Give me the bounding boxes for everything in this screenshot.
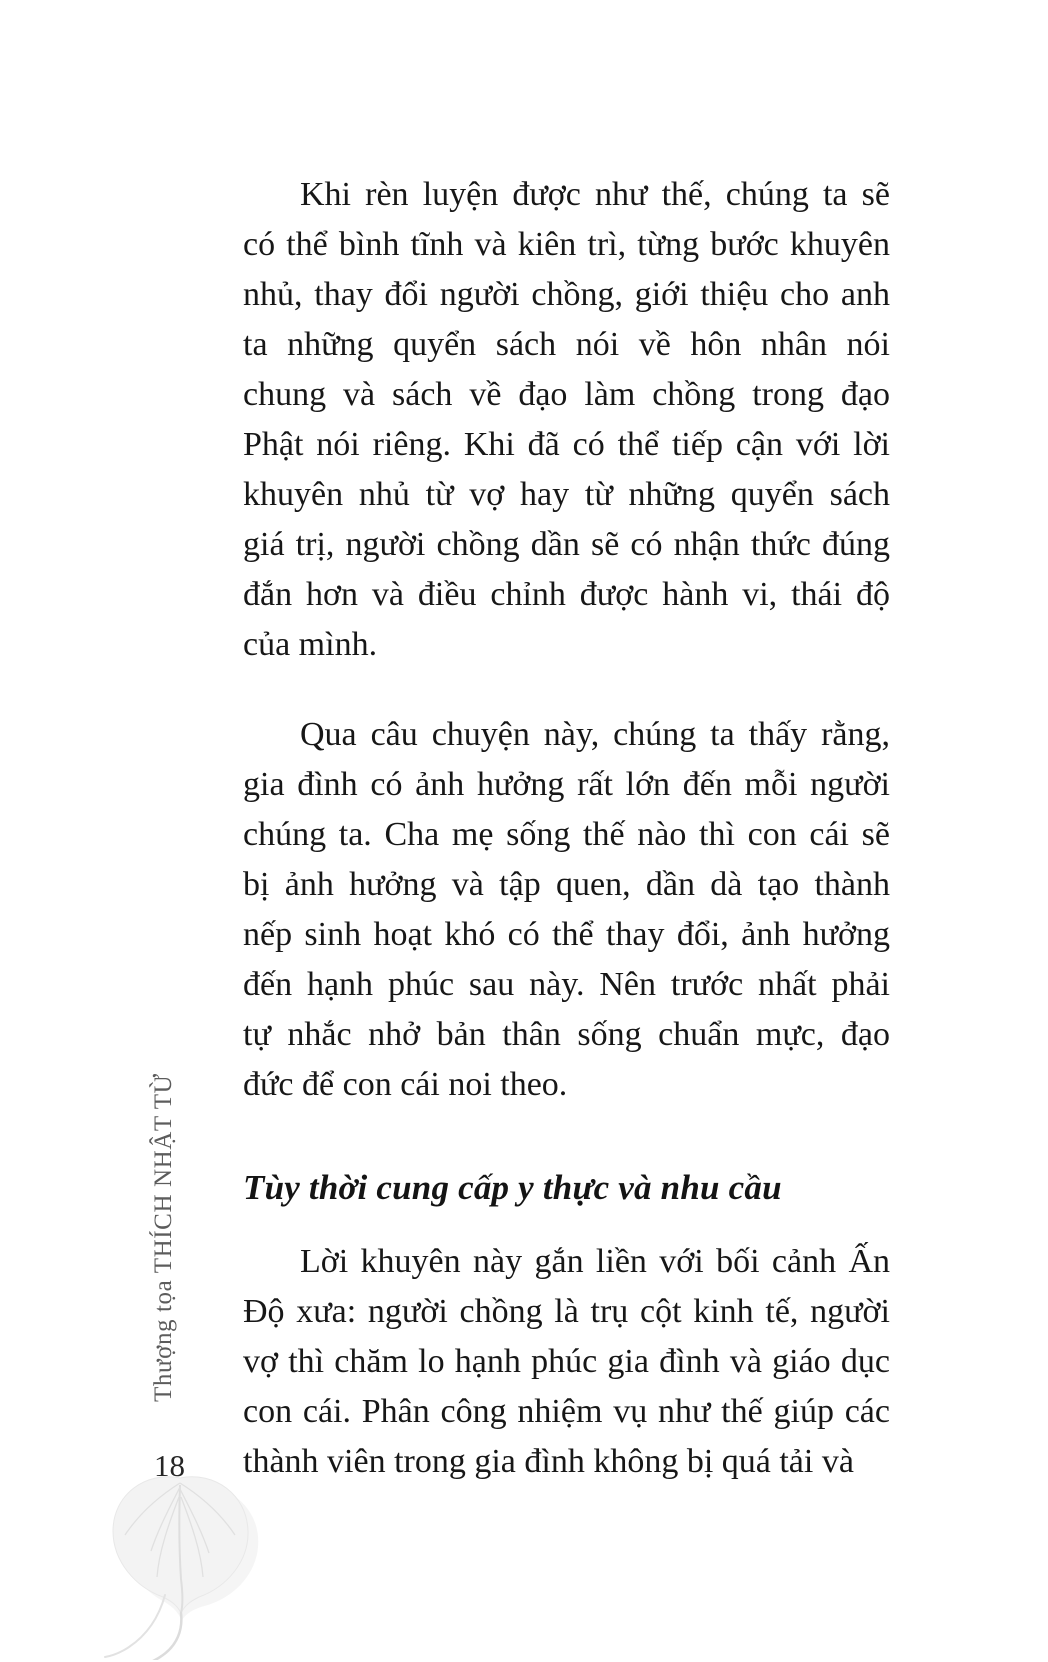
text-line: đắn hơn và điều chỉnh được hành vi, thái độ (243, 576, 890, 613)
text-line: chúng ta. Cha mẹ sống thế nào thì con cái sẽ (243, 816, 890, 853)
text-line: nhủ, thay đổi người chồng, giới thiệu cho anh (243, 276, 890, 313)
text-line: tự nhắc nhở bản thân sống chuẩn mực, đạo (243, 1016, 890, 1053)
text-line: đức để con cái noi theo. (243, 1066, 568, 1103)
text-line: khuyên nhủ từ vợ hay từ những quyển sách (243, 476, 890, 513)
text-line: nếp sinh hoạt khó có thể thay đổi, ảnh hưởng (243, 916, 890, 953)
text-line: con cái. Phân công nhiệm vụ như thế giúp các (243, 1393, 890, 1430)
section-heading: Tùy thời cung cấp y thực và nhu cầu (243, 1168, 782, 1207)
text-line: đến hạnh phúc sau này. Nên trước nhất phải (243, 966, 890, 1003)
text-line: Khi rèn luyện được như thế, chúng ta sẽ (300, 176, 890, 213)
page-number: 18 (154, 1448, 185, 1483)
text-line: của mình. (243, 626, 378, 663)
text-line: có thể bình tĩnh và kiên trì, từng bước khuyên (243, 226, 890, 263)
text-line: Phật nói riêng. Khi đã có thể tiếp cận với lời (243, 426, 890, 463)
text-line: giá trị, người chồng dần sẽ có nhận thức đúng (243, 526, 890, 563)
text-line: bị ảnh hưởng và tập quen, dần dà tạo thành (243, 866, 890, 903)
text-line: Qua câu chuyện này, chúng ta thấy rằng, (300, 716, 890, 753)
text-line: gia đình có ảnh hưởng rất lớn đến mỗi người (243, 766, 890, 803)
text-line: thành viên trong gia đình không bị quá tải và (243, 1443, 854, 1480)
bodhi-leaf-watermark-icon (85, 1445, 305, 1660)
paragraph (243, 710, 890, 1110)
text-line: vợ thì chăm lo hạnh phúc gia đình và giáo dục (243, 1343, 890, 1380)
sidebar-author-label: Thượng tọa THÍCH NHẬT TỪ (150, 1073, 177, 1402)
paragraph (243, 1237, 890, 1487)
page-body (243, 170, 890, 1487)
text-line: ta những quyển sách nói về hôn nhân nói (243, 326, 890, 363)
text-line: Độ xưa: người chồng là trụ cột kinh tế, người (243, 1293, 890, 1330)
text-line: chung và sách về đạo làm chồng trong đạo (243, 376, 890, 413)
text-line: Lời khuyên này gắn liền với bối cảnh Ấn (300, 1243, 890, 1280)
paragraph (243, 170, 890, 670)
